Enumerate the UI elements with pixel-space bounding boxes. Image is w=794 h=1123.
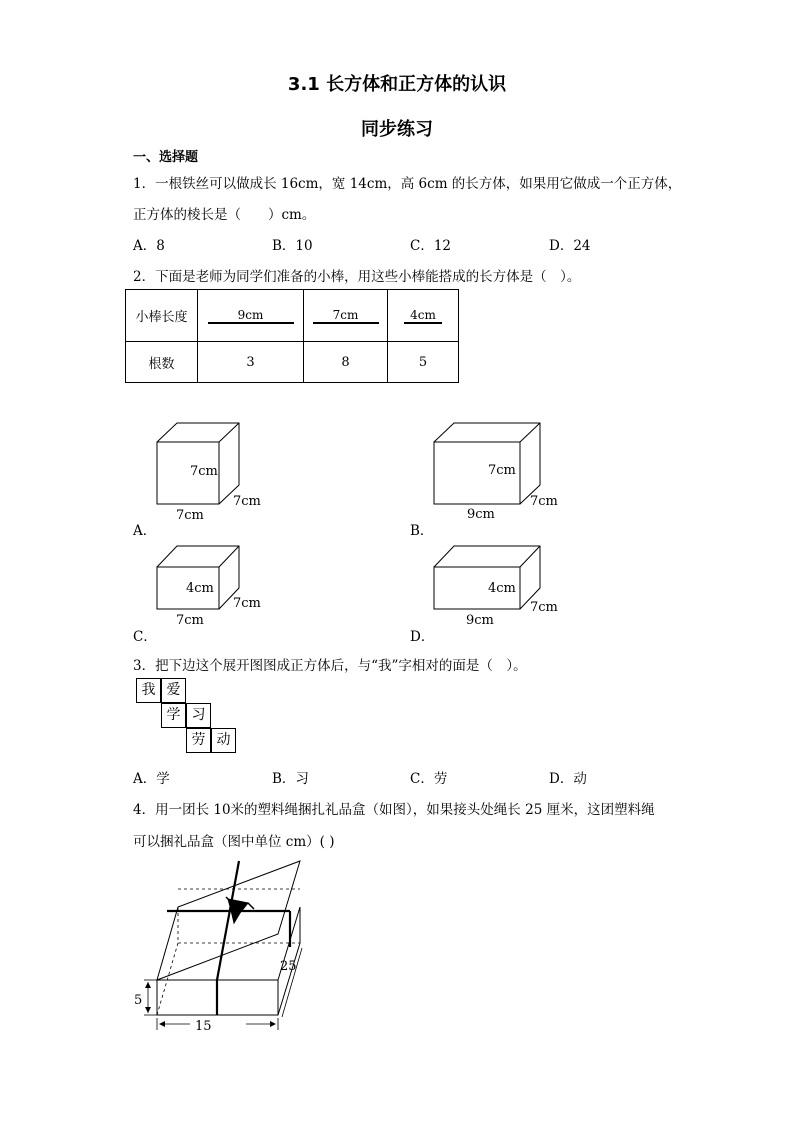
stick-4cm-label: 4cm <box>410 307 436 322</box>
choice-c-box <box>157 546 239 609</box>
d-width-label: 9cm <box>466 613 494 628</box>
q3-option-b[interactable]: B．习 <box>272 771 309 787</box>
q3-option-c[interactable]: C．劳 <box>410 771 448 787</box>
section-heading: 一、选择题 <box>133 150 199 165</box>
question-3-text: 3．把下边这个展开图图成正方体后，与“我”字相对的面是（ ）。 <box>133 658 527 674</box>
page-subtitle: 同步练习 <box>361 119 433 140</box>
length-dimension-label: 25 <box>280 959 297 974</box>
net-face-lao: 劳 <box>186 728 211 753</box>
c-height-label: 4cm <box>186 581 214 596</box>
count-4cm: 5 <box>388 342 459 383</box>
a-height-label: 7cm <box>190 464 218 479</box>
question-4-line-2: 可以捆礼品盒（图中单位 cm）( ) <box>133 834 335 850</box>
q1-option-a[interactable]: A．8 <box>133 238 165 254</box>
net-face-ai: 爱 <box>161 678 186 703</box>
choice-b-box <box>434 423 540 504</box>
d-height-label: 4cm <box>488 581 516 596</box>
c-depth-label: 7cm <box>233 596 261 611</box>
q2-option-b[interactable]: B． <box>410 523 434 539</box>
table-header-length: 小棒长度 <box>126 290 198 342</box>
a-depth-label: 7cm <box>233 494 261 509</box>
q1-option-b[interactable]: B．10 <box>272 238 313 254</box>
b-height-label: 7cm <box>488 463 516 478</box>
question-2-text: 2．下面是老师为同学们准备的小棒，用这些小棒能搭成的长方体是（ ）。 <box>133 269 581 285</box>
q3-option-d[interactable]: D．动 <box>549 771 587 787</box>
b-depth-label: 7cm <box>530 494 558 509</box>
q2-option-a[interactable]: A． <box>133 523 157 539</box>
net-face-dong: 动 <box>211 728 236 753</box>
a-width-label: 7cm <box>176 508 204 523</box>
stick-9cm-label: 9cm <box>237 307 264 322</box>
width-dimension-label: 15 <box>195 1019 212 1034</box>
count-9cm: 3 <box>198 342 304 383</box>
q1-option-c[interactable]: C．12 <box>410 238 452 254</box>
q1-option-d[interactable]: D．24 <box>549 238 591 254</box>
q2-option-c[interactable]: C． <box>133 629 157 645</box>
b-width-label: 9cm <box>467 507 495 522</box>
question-1-line-1: 1．一根铁丝可以做成长 16cm，宽 14cm，高 6cm 的长方体，如果用它做成一个正方体， <box>133 176 682 192</box>
net-face-xi: 习 <box>186 703 211 728</box>
net-face-xue: 学 <box>161 703 186 728</box>
c-width-label: 7cm <box>176 613 204 628</box>
d-depth-label: 7cm <box>530 600 558 615</box>
height-dimension-label: 5 <box>134 993 143 1008</box>
q3-option-a[interactable]: A．学 <box>133 771 170 787</box>
choice-d-box <box>434 546 540 609</box>
net-face-wo: 我 <box>136 678 161 703</box>
count-7cm: 8 <box>304 342 388 383</box>
question-1-line-2: 正方体的棱长是（ ）cm。 <box>133 207 316 223</box>
stick-7cm-label: 7cm <box>332 307 359 322</box>
q2-option-d[interactable]: D． <box>410 629 435 645</box>
table-header-count: 根数 <box>126 342 198 383</box>
question-4-line-1: 4．用一团长 10米的塑料绳捆扎礼品盒（如图），如果接头处绳长 25 厘米，这团塑料绳 <box>133 802 655 818</box>
page-title: 3.1 长方体和正方体的认识 <box>287 74 507 95</box>
gift-box-figure <box>130 855 320 1040</box>
